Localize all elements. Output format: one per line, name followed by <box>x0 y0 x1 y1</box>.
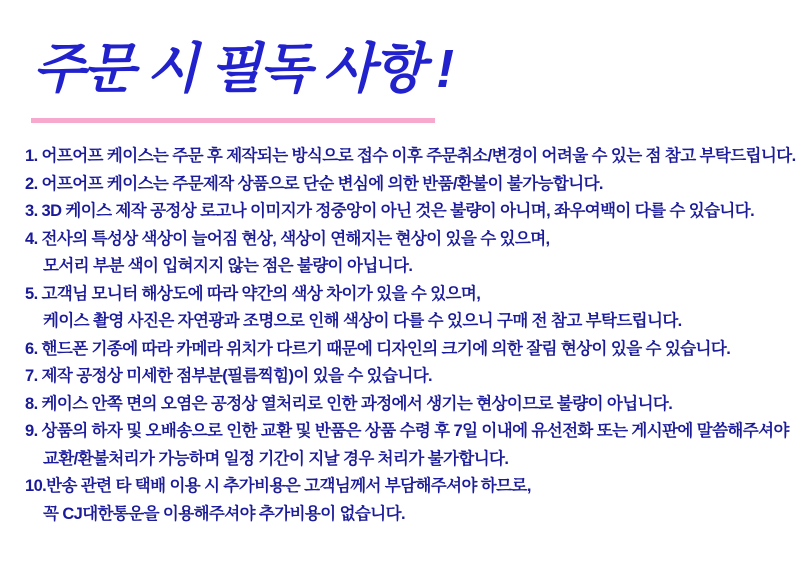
notice-line-5b: 케이스 촬영 사진은 자연광과 조명으로 인해 색상이 다를 수 있으니 구매 전 참고 부탁드립니다. <box>43 312 682 330</box>
notice-line-7: 7. 제작 공정상 미세한 점부분(필름찍힘)이 있을 수 있습니다. <box>25 367 433 385</box>
notice-line-4b: 모서리 부분 색이 입혀지지 않는 점은 불량이 아닙니다. <box>43 257 413 275</box>
title-underline <box>31 118 435 123</box>
notice-line-8: 8. 케이스 안쪽 면의 오염은 공정상 열처리로 인한 과정에서 생기는 현상이므로 불량이 아닙니다. <box>25 394 673 413</box>
notice-line-6: 6. 핸드폰 기종에 따라 카메라 위치가 다르기 때문에 디자인의 크기에 의한 잘림 현상이 있을 수 있습니다. <box>25 339 731 358</box>
notice-line-9: 9. 상품의 하자 및 오배송으로 인한 교환 및 반품은 상품 수령 후 7일 이내에 유선전화 또는 게시판에 말씀해주셔야 <box>25 422 789 440</box>
page-title: 주문 시 필독 사항 ! <box>33 39 453 99</box>
notice-line-5: 5. 고객님 모니터 해상도에 따라 약간의 색상 차이가 있을 수 있으며, <box>25 284 481 303</box>
notice-line-9b: 교환/환불처리가 가능하며 일정 기간이 지날 경우 처리가 불가합니다. <box>43 449 509 468</box>
notice-list <box>0 143 800 528</box>
notice-line-3: 3. 3D 케이스 제작 공정상 로고나 이미지가 정중앙이 아닌 것은 불량이 아니며, 좌우여백이 다를 수 있습니다. <box>25 202 755 220</box>
notice-line-2: 2. 어프어프 케이스는 주문제작 상품으로 단순 변심에 의한 반품/환불이 불가능합니다. <box>25 174 603 193</box>
notice-line-1: 1. 어프어프 케이스는 주문 후 제작되는 방식으로 접수 이후 주문취소/변경이 어려울 수 있는 점 참고 부탁드립니다. <box>25 147 796 165</box>
notice-line-4: 4. 전사의 특성상 색상이 늘어짐 현상, 색상이 연해지는 현상이 있을 수 있으며, <box>25 229 550 248</box>
notice-line-10b: 꼭 CJ대한통운을 이용해주셔야 추가비용이 없습니다. <box>43 504 405 523</box>
notice-line-10: 10.반송 관련 타 택배 이용 시 추가비용은 고객님께서 부담해주셔야 하므로, <box>25 477 531 495</box>
